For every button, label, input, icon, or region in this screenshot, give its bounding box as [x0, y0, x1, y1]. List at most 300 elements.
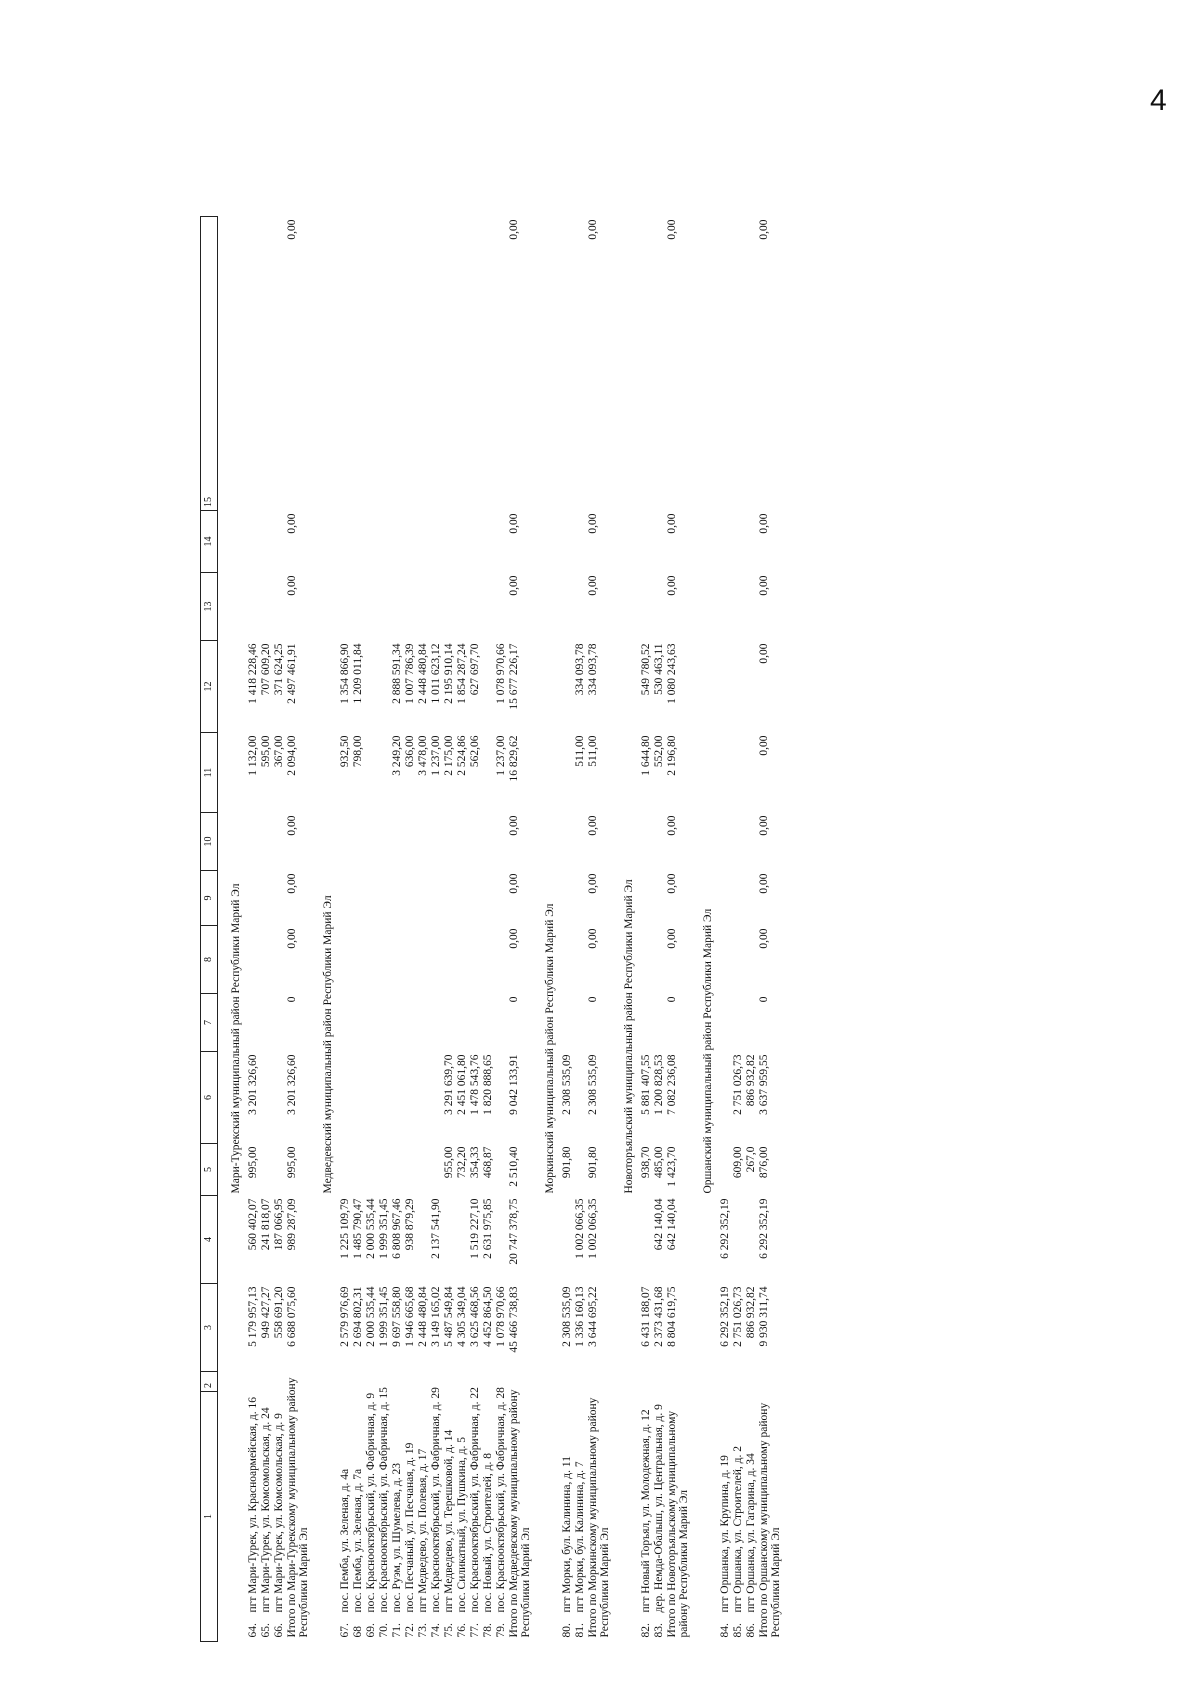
value-cell-c8: [640, 926, 653, 994]
total-row: [508, 217, 532, 1642]
address-text: пос. Силикатный, ул. Пушкина, д. 5: [456, 1436, 468, 1613]
value-cell-c4: 1 519 227,10: [469, 1198, 481, 1259]
value-cell-c15: [417, 217, 430, 511]
value-cell-c13: [719, 573, 732, 641]
section-title-row: [226, 217, 247, 1642]
total-cell-c15: 0,00: [286, 219, 298, 240]
row-number: 81.: [574, 1623, 586, 1638]
value-cell-c12: [561, 641, 574, 733]
value-cell-c13: [640, 573, 653, 641]
value-cell-c12: 549 780,52: [640, 643, 652, 696]
table-row: [352, 217, 365, 1642]
value-cell-c3: 1 946 665,68: [404, 1286, 416, 1347]
value-cell-c8: [469, 926, 482, 994]
row-number: 72.: [404, 1623, 416, 1638]
value-cell-c4: 2 000 535,44: [365, 1198, 377, 1259]
value-cell-c5: [273, 1144, 286, 1196]
address-text: пгт Медведево, ул. Терешковой, д. 14: [443, 1429, 455, 1613]
address-cell: [443, 1372, 456, 1642]
value-cell-c12: [365, 641, 378, 733]
total-cell-c4: 642 140,04: [666, 1198, 678, 1251]
value-cell-c8: [482, 926, 495, 994]
value-cell-c8: [456, 926, 469, 994]
row-number: 80.: [561, 1623, 573, 1638]
table-row: [443, 217, 456, 1642]
value-cell-c11: 562,06: [469, 735, 481, 768]
spacer-row: [310, 217, 318, 1642]
value-cell-c15: [273, 217, 286, 511]
value-cell-c14: [260, 511, 273, 573]
value-cell-c12: 1 078 970,66: [495, 643, 507, 704]
value-cell-c6: 2 308 535,09: [561, 1054, 573, 1115]
blank-cell: [619, 1196, 640, 1642]
value-cell-c11: 1 237,00: [495, 735, 507, 776]
spacer-cell: [611, 217, 619, 1642]
table-row: [273, 217, 286, 1642]
value-cell-c8: [404, 926, 417, 994]
spacer-row: [611, 217, 619, 1642]
row-number: 70.: [378, 1623, 390, 1638]
total-cell-c15: 0,00: [758, 219, 770, 240]
value-cell-c14: [273, 511, 286, 573]
value-cell-c7: [745, 994, 758, 1052]
value-cell-c9: [365, 871, 378, 926]
total-cell-c8: 0,00: [508, 928, 520, 949]
row-number: 85.: [732, 1623, 744, 1638]
section-title: Медведевский муниципальный район Республики Марий Эл: [322, 895, 334, 1194]
value-cell-c3: 2 448 480,84: [417, 1286, 429, 1347]
row-number: 84.: [719, 1623, 731, 1638]
value-cell-c10: [352, 813, 365, 871]
total-cell-c15: 0,00: [508, 219, 520, 240]
value-cell-c14: [352, 511, 365, 573]
total-cell-c4: 1 002 066,35: [587, 1198, 599, 1259]
row-number: 67.: [339, 1623, 351, 1638]
address-cell: [574, 1372, 587, 1642]
row-number: 68: [352, 1626, 364, 1638]
value-cell-c11: 511,00: [574, 735, 586, 767]
address-text: пгт Мари-Турек, ул. Комсомольская, д. 9: [273, 1413, 285, 1613]
value-cell-c12: 1 209 011,84: [352, 643, 364, 704]
value-cell-c4: 241 818,07: [260, 1198, 272, 1251]
column-header: 14: [201, 511, 218, 573]
value-cell-c9: [260, 871, 273, 926]
value-cell-c12: 1 418 228,46: [247, 643, 259, 704]
value-cell-c9: [417, 871, 430, 926]
value-cell-c3: 6 431 188,07: [640, 1286, 652, 1347]
address-text: пос. Краснооктябрьский, ул. Фабричная, д. 28: [495, 1387, 507, 1613]
value-cell-c12: 707 609,20: [260, 643, 272, 696]
value-cell-c14: [640, 511, 653, 573]
value-cell-c9: [469, 871, 482, 926]
value-cell-c10: [404, 813, 417, 871]
value-cell-c15: [640, 217, 653, 511]
total-row: [286, 217, 310, 1642]
column-header: 6: [201, 1052, 218, 1144]
column-header: 13: [201, 573, 218, 641]
address-text: пос. Краснооктябрьский, ул. Фабричная, д. 15: [378, 1387, 390, 1613]
value-cell-c8: [653, 926, 666, 994]
table-row: [456, 217, 469, 1642]
value-cell-c13: [456, 573, 469, 641]
total-cell-c10: 0,00: [508, 815, 520, 836]
value-cell-c3: 2 579 976,69: [339, 1286, 351, 1347]
value-cell-c11: [561, 733, 574, 813]
value-cell-c10: [260, 813, 273, 871]
total-cell-c7: 0: [286, 996, 298, 1003]
value-cell-c14: [732, 511, 745, 573]
value-cell-c6: 3 201 326,60: [247, 1054, 259, 1115]
value-cell-c11: 636,00: [404, 735, 416, 768]
address-cell: [719, 1372, 732, 1642]
value-cell-c7: [456, 994, 469, 1052]
address-cell: [247, 1372, 260, 1642]
column-number-header: [201, 217, 218, 1642]
value-cell-c7: [482, 994, 495, 1052]
value-cell-c6: 1 200 828,53: [653, 1054, 665, 1115]
value-cell-c7: [561, 994, 574, 1052]
total-cell-c12: 15 677 226,17: [508, 643, 520, 710]
value-cell-c5: 955,00: [443, 1146, 455, 1179]
value-cell-c6: [378, 1052, 391, 1144]
value-cell-c15: [260, 217, 273, 511]
blank-cell: [698, 1196, 719, 1642]
value-cell-c4: 1 225 109,79: [339, 1198, 351, 1259]
value-cell-c7: [719, 994, 732, 1052]
value-cell-c5: 468,87: [482, 1146, 494, 1179]
value-cell-c8: [719, 926, 732, 994]
value-cell-c5: [352, 1144, 365, 1196]
value-cell-c7: [260, 994, 273, 1052]
value-cell-c12: [745, 641, 758, 733]
value-cell-c10: [365, 813, 378, 871]
total-cell-c11: 2 196,80: [666, 735, 678, 776]
value-cell-c9: [574, 871, 587, 926]
value-cell-c7: [732, 994, 745, 1052]
address-text: пос. Краснооктябрьский, ул. Фабричная, д. 29: [430, 1387, 442, 1613]
value-cell-c10: [574, 813, 587, 871]
value-cell-c4: [417, 1196, 430, 1284]
total-cell-c4: 6 292 352,19: [758, 1198, 770, 1259]
value-cell-c5: [495, 1144, 508, 1196]
table-row: [495, 217, 508, 1642]
value-cell-c7: [391, 994, 404, 1052]
row-number: 66.: [273, 1623, 285, 1638]
value-cell-c6: [391, 1052, 404, 1144]
value-cell-c10: [495, 813, 508, 871]
value-cell-c8: [561, 926, 574, 994]
value-cell-c10: [417, 813, 430, 871]
table-row: [561, 217, 574, 1642]
value-cell-c10: [339, 813, 352, 871]
value-cell-c7: [640, 994, 653, 1052]
value-cell-c12: [482, 641, 495, 733]
table-body: [218, 217, 783, 1642]
address-cell: [456, 1372, 469, 1642]
address-text: пос. Руэм, ул. Шумелева, д. 23: [391, 1463, 403, 1613]
value-cell-c5: [391, 1144, 404, 1196]
total-cell-c14: 0,00: [758, 513, 770, 534]
total-cell-c13: 0,00: [758, 575, 770, 596]
value-cell-c10: [561, 813, 574, 871]
value-cell-c9: [443, 871, 456, 926]
value-cell-c12: 371 624,25: [273, 643, 285, 696]
value-cell-c4: 1 485 790,47: [352, 1198, 364, 1259]
value-cell-c6: [260, 1052, 273, 1144]
row-number: 86.: [745, 1623, 757, 1638]
value-cell-c15: [404, 217, 417, 511]
value-cell-c6: [404, 1052, 417, 1144]
value-cell-c13: [430, 573, 443, 641]
value-cell-c4: [640, 1196, 653, 1284]
value-cell-c14: [365, 511, 378, 573]
value-cell-c13: [561, 573, 574, 641]
table-row: [482, 217, 495, 1642]
total-cell-c8: 0,00: [286, 928, 298, 949]
total-cell-c10: 0,00: [286, 815, 298, 836]
value-cell-c10: [640, 813, 653, 871]
column-header: 3: [201, 1284, 218, 1372]
value-cell-c13: [391, 573, 404, 641]
value-cell-c3: 4 452 864,50: [482, 1286, 494, 1347]
total-cell-c3: 8 804 619,75: [666, 1286, 678, 1347]
total-cell-c9: 0,00: [508, 873, 520, 894]
value-cell-c14: [653, 511, 666, 573]
value-cell-c6: [417, 1052, 430, 1144]
value-cell-c10: [247, 813, 260, 871]
value-cell-c14: [745, 511, 758, 573]
total-cell-c8: 0,00: [758, 928, 770, 949]
value-cell-c9: [352, 871, 365, 926]
value-cell-c6: 1 478 543,76: [469, 1054, 481, 1115]
value-cell-c7: [247, 994, 260, 1052]
total-cell-c13: 0,00: [286, 575, 298, 596]
spacer-cell: [690, 217, 698, 1642]
total-cell-c6: 2 308 535,09: [587, 1054, 599, 1115]
value-cell-c15: [443, 217, 456, 511]
total-cell-c9: 0,00: [587, 873, 599, 894]
value-cell-c5: 995,00: [247, 1146, 259, 1179]
value-cell-c10: [443, 813, 456, 871]
address-cell: [561, 1372, 574, 1642]
total-cell-c7: 0: [587, 996, 599, 1003]
value-cell-c10: [653, 813, 666, 871]
value-cell-c10: [273, 813, 286, 871]
value-cell-c13: [653, 573, 666, 641]
value-cell-c14: [391, 511, 404, 573]
value-cell-c4: 187 066,95: [273, 1198, 285, 1251]
value-cell-c3: 2 000 535,44: [365, 1286, 377, 1347]
value-cell-c12: [719, 641, 732, 733]
value-cell-c3: 1 078 970,66: [495, 1286, 507, 1347]
value-cell-c15: [339, 217, 352, 511]
value-cell-c11: [719, 733, 732, 813]
value-cell-c4: 2 137 541,90: [430, 1198, 442, 1259]
total-cell-c11: 0,00: [758, 735, 770, 756]
total-cell-c8: 0,00: [587, 928, 599, 949]
address-cell: [273, 1372, 286, 1642]
table-row: [404, 217, 417, 1642]
address-cell: [391, 1372, 404, 1642]
value-cell-c8: [574, 926, 587, 994]
table-row: [574, 217, 587, 1642]
spacer-cell: [310, 217, 318, 1642]
value-cell-c5: [339, 1144, 352, 1196]
value-cell-c4: [443, 1196, 456, 1284]
section-title: Моркинский муниципальный район Республики Марий Эл: [544, 903, 556, 1194]
address-text: пгт Мари-Турек, ул. Комсомольская, д. 24: [260, 1407, 272, 1613]
value-cell-c9: [247, 871, 260, 926]
value-cell-c9: [378, 871, 391, 926]
value-cell-c15: [391, 217, 404, 511]
value-cell-c3: 4 305 349,04: [456, 1286, 468, 1347]
total-cell-c10: 0,00: [587, 815, 599, 836]
value-cell-c12: [732, 641, 745, 733]
value-cell-c8: [365, 926, 378, 994]
address-cell: [732, 1372, 745, 1642]
value-cell-c8: [378, 926, 391, 994]
page-number: 4: [1150, 84, 1167, 117]
value-cell-c6: [574, 1052, 587, 1144]
address-text: пос. Новый, ул. Строителей, д. 8: [482, 1453, 494, 1613]
spacer-row: [690, 217, 698, 1642]
total-cell-c14: 0,00: [286, 513, 298, 534]
value-cell-c8: [745, 926, 758, 994]
value-cell-c14: [417, 511, 430, 573]
total-cell-c4: 20 747 378,75: [508, 1198, 520, 1265]
total-cell-c13: 0,00: [666, 575, 678, 596]
value-cell-c9: [732, 871, 745, 926]
address-cell: [745, 1372, 758, 1642]
address-cell: [365, 1372, 378, 1642]
column-header: 8: [201, 926, 218, 994]
value-cell-c3: 6 292 352,19: [719, 1286, 731, 1347]
total-cell-c5: 995,00: [286, 1146, 298, 1179]
value-cell-c13: [260, 573, 273, 641]
value-cell-c13: [378, 573, 391, 641]
value-cell-c3: 5 179 957,13: [247, 1286, 259, 1347]
value-cell-c6: [273, 1052, 286, 1144]
blank-cell: [540, 1196, 561, 1642]
row-number: 69.: [365, 1623, 377, 1638]
address-text: пос. Песчаный, ул. Песчаная, д. 19: [404, 1442, 416, 1613]
total-cell-c6: 9 042 133,91: [508, 1054, 520, 1115]
value-cell-c11: 932,50: [339, 735, 351, 768]
total-cell-c3: 9 930 311,74: [758, 1286, 770, 1347]
value-cell-c3: 9 697 558,80: [391, 1286, 403, 1347]
total-cell-c9: 0,00: [286, 873, 298, 894]
value-cell-c10: [482, 813, 495, 871]
row-number: 78.: [482, 1623, 494, 1638]
section-title: Новоторъяльский муниципальный район Республики Марий Эл: [623, 879, 635, 1194]
value-cell-c11: 2 524,86: [456, 735, 468, 776]
value-cell-c15: [247, 217, 260, 511]
table-row: [469, 217, 482, 1642]
address-text: пгт Морки, бул. Калинина, д. 7: [574, 1461, 586, 1613]
value-cell-c8: [391, 926, 404, 994]
address-cell: [404, 1372, 417, 1642]
table-row: [732, 217, 745, 1642]
row-number: 77.: [469, 1623, 481, 1638]
total-cell-c5: 2 510,40: [508, 1146, 520, 1187]
value-cell-c10: [456, 813, 469, 871]
value-cell-c7: [378, 994, 391, 1052]
total-cell-c7: 0: [758, 996, 770, 1003]
value-cell-c5: 609,00: [732, 1146, 744, 1179]
value-cell-c11: 1 644,80: [640, 735, 652, 776]
value-cell-c8: [430, 926, 443, 994]
value-cell-c15: [456, 217, 469, 511]
value-cell-c3: 558 691,20: [273, 1286, 285, 1339]
table-row: [391, 217, 404, 1642]
address-cell: [339, 1372, 352, 1642]
table-row: [640, 217, 653, 1642]
total-cell-c6: 7 082 236,08: [666, 1054, 678, 1115]
value-cell-c15: [574, 217, 587, 511]
value-cell-c13: [495, 573, 508, 641]
row-number: 71.: [391, 1623, 403, 1638]
total-cell-c10: 0,00: [758, 815, 770, 836]
value-cell-c14: [482, 511, 495, 573]
value-cell-c4: 6 292 352,19: [719, 1198, 731, 1259]
value-cell-c7: [339, 994, 352, 1052]
value-cell-c9: [719, 871, 732, 926]
value-cell-c3: 2 308 535,09: [561, 1286, 573, 1347]
value-cell-c13: [352, 573, 365, 641]
total-label: Итого по Медведевскому муниципальному району Республики Марий Эл: [508, 1389, 532, 1638]
value-cell-c11: [745, 733, 758, 813]
row-number: 65.: [260, 1623, 272, 1638]
spacer-row: [532, 217, 540, 1642]
value-cell-c9: [640, 871, 653, 926]
value-cell-c3: 2 751 026,73: [732, 1286, 744, 1347]
value-cell-c15: [365, 217, 378, 511]
value-cell-c14: [247, 511, 260, 573]
row-number: 74.: [430, 1623, 442, 1638]
value-cell-c10: [469, 813, 482, 871]
value-cell-c9: [404, 871, 417, 926]
value-cell-c9: [391, 871, 404, 926]
total-cell-c15: 0,00: [587, 219, 599, 240]
value-cell-c13: [247, 573, 260, 641]
value-cell-c3: 3 149 165,02: [430, 1286, 442, 1347]
total-cell-c8: 0,00: [666, 928, 678, 949]
value-cell-c9: [653, 871, 666, 926]
value-cell-c6: [339, 1052, 352, 1144]
value-cell-c4: [456, 1196, 469, 1284]
blank-cell: [318, 1196, 339, 1642]
value-cell-c12: [378, 641, 391, 733]
value-cell-c11: 552,00: [653, 735, 665, 768]
value-cell-c6: 1 820 888,65: [482, 1054, 494, 1115]
value-cell-c8: [495, 926, 508, 994]
value-cell-c13: [443, 573, 456, 641]
value-cell-c13: [745, 573, 758, 641]
address-text: пгт Мари-Турек, ул. Красноармейская, д. 16: [247, 1397, 259, 1613]
value-cell-c8: [417, 926, 430, 994]
value-cell-c7: [574, 994, 587, 1052]
total-cell-c12: 0,00: [758, 643, 770, 664]
value-cell-c4: [561, 1196, 574, 1284]
total-cell-c10: 0,00: [666, 815, 678, 836]
row-number: 83.: [653, 1623, 665, 1638]
total-cell-c14: 0,00: [587, 513, 599, 534]
row-number: 73.: [417, 1623, 429, 1638]
value-cell-c15: [495, 217, 508, 511]
rotated-page: [200, 217, 920, 1642]
address-cell: [430, 1372, 443, 1642]
value-cell-c13: [482, 573, 495, 641]
